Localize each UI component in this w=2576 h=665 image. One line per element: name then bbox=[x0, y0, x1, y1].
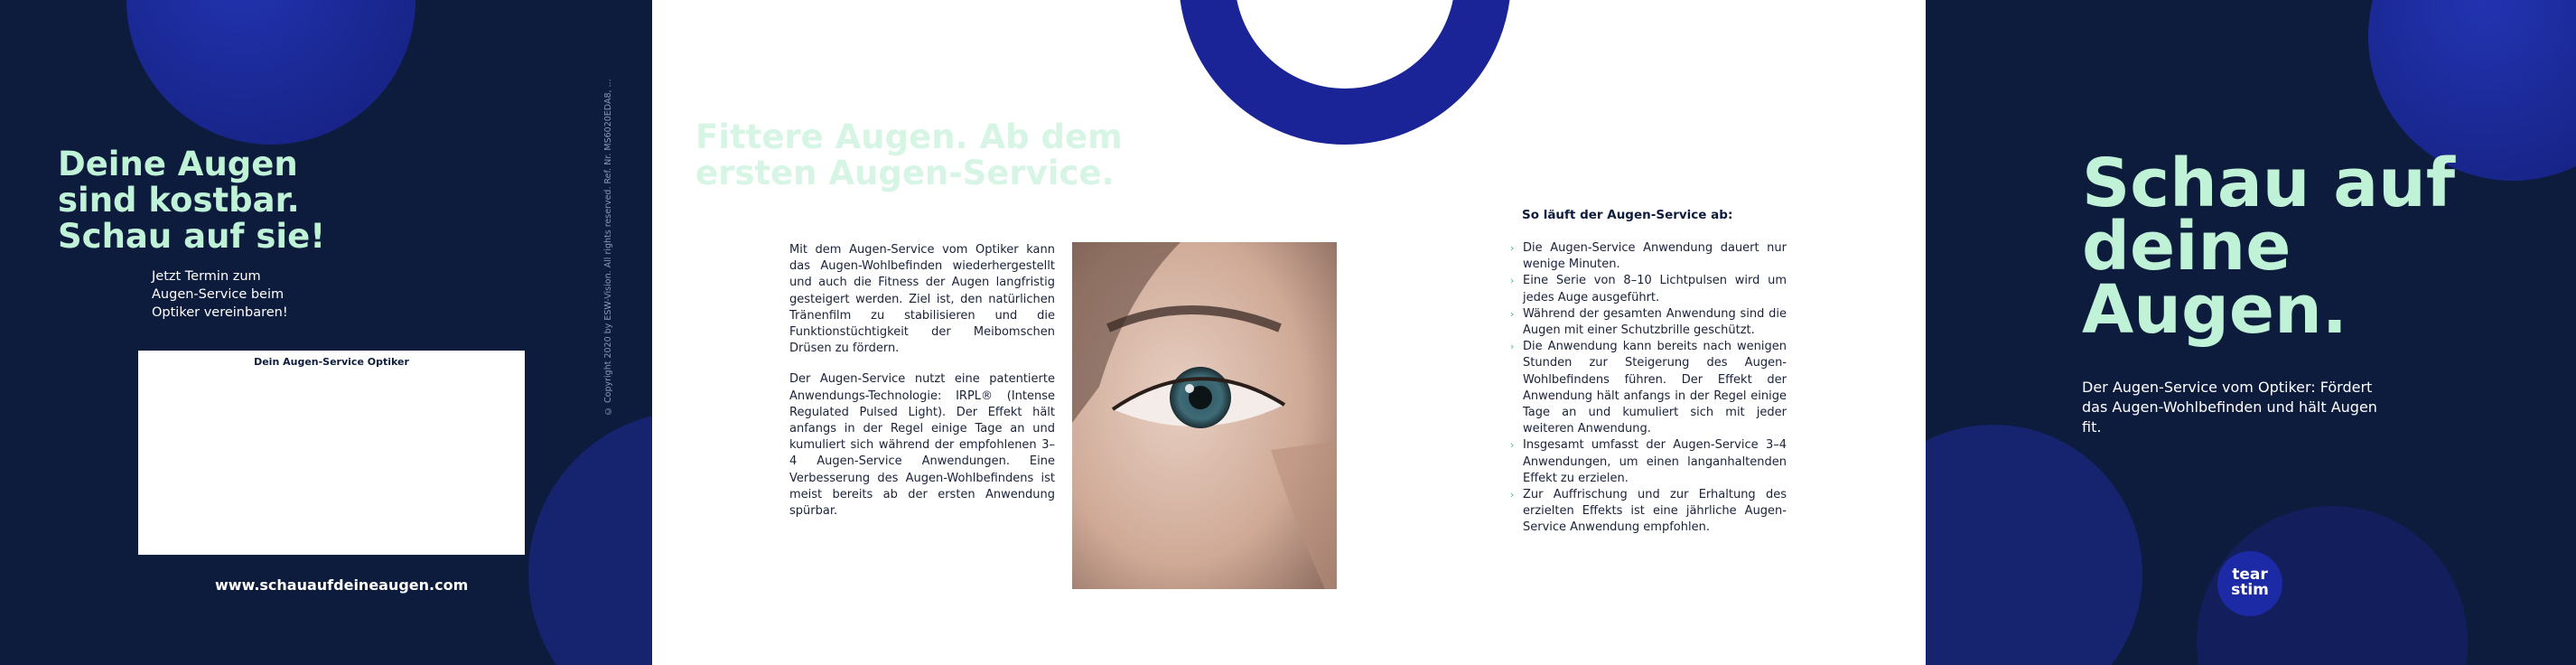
list-item bbox=[1510, 339, 1787, 437]
step-text: Die Augen-Service Anwendung dauert nur wenige Minuten. bbox=[1523, 241, 1787, 272]
logo-line-1: tear bbox=[2232, 566, 2268, 584]
intro-paragraph-2: Der Augen-Service nutzt eine patentierte Anwendungs-Technologie: IRPL® (Intense Regulated Pulsed Light). Der Effekt hält anfangs in der Regel einige Tage an und kumuliert sich während der empfohlenen 3–4 Augen-Service Anwendungen. Eine Verbesserung des Augen-Wohlbefindens ist meist bereits ab der ersten Anwendung spürbar. bbox=[789, 372, 1055, 519]
steps-title: So läuft der Augen-Service ab: bbox=[1522, 208, 1733, 222]
list-item bbox=[1510, 240, 1787, 273]
list-item bbox=[1510, 273, 1787, 305]
right-headline: Schau auf deine Augen. bbox=[2082, 145, 2456, 349]
intro-paragraph-1: Mit dem Augen-Service vom Optiker kann das Augen-Wohlbefinden wiederhergestellt und auch die Fitness der Augen langfristig gesteigert werden. Ziel ist, den natürlichen Tränenfilm zu stabilisieren und die Funktionstüchtigkeit der Meibomschen Drüsen zu fördern. bbox=[789, 243, 1055, 356]
intro-text-column bbox=[789, 242, 1055, 534]
middle-headline: Fittere Augen. Ab dem ersten Augen-Service. bbox=[695, 117, 1123, 192]
bullet-icon: › bbox=[1510, 275, 1515, 287]
left-subtext: Jetzt Termin zum Augen-Service beim Optiker vereinbaren! bbox=[152, 269, 288, 320]
list-item bbox=[1510, 306, 1787, 339]
decorative-circle-bottom bbox=[528, 411, 652, 665]
list-item bbox=[1510, 437, 1787, 487]
list-item bbox=[1510, 487, 1787, 537]
left-headline: Deine Augen sind kostbar. Schau auf sie! bbox=[58, 145, 326, 256]
optician-stamp-box bbox=[138, 351, 525, 555]
bullet-icon: › bbox=[1510, 489, 1515, 501]
left-panel bbox=[0, 0, 652, 665]
bullet-icon: › bbox=[1510, 242, 1515, 254]
right-subtext: Der Augen-Service vom Optiker: Fördert das Augen-Wohlbefinden und hält Augen fit. bbox=[2082, 379, 2377, 436]
step-text: Zur Auffrischung und zur Erhaltung des erzielten Effekts ist eine jährliche Augen-Service Anwendung empfohlen. bbox=[1523, 488, 1787, 535]
decorative-circle-bottom-left bbox=[1926, 425, 2142, 665]
bullet-icon: › bbox=[1510, 341, 1515, 353]
logo-line-2: stim bbox=[2231, 581, 2269, 599]
step-text: Während der gesamten Anwendung sind die Augen mit einer Schutzbrille geschützt. bbox=[1523, 306, 1787, 338]
eye-photo-illustration bbox=[1072, 242, 1337, 589]
bullet-icon: › bbox=[1510, 307, 1515, 320]
step-text: Die Anwendung kann bereits nach wenigen Stunden zur Steigerung des Augen-Wohlbefindens führen. Der Effekt der Anwendung hält anfangs in der Regel einige Tage an und kumuliert sich mit jeder weiteren Anwendung. bbox=[1523, 340, 1787, 436]
steps-list bbox=[1510, 240, 1787, 537]
bullet-icon: › bbox=[1510, 439, 1515, 452]
optician-box-label: Dein Augen-Service Optiker bbox=[254, 356, 409, 368]
website-url[interactable]: www.schauaufdeineaugen.com bbox=[215, 576, 469, 594]
decorative-circle-top bbox=[126, 0, 415, 145]
step-text: Insgesamt umfasst der Augen-Service 3–4 Anwendungen, um einen langanhaltenden Effekt zu erzielen. bbox=[1523, 438, 1787, 485]
copyright-text: © Copyright 2020 by ESW-Vision. All rights reserved. Ref. Nr. MS6020EDA8, ... bbox=[603, 79, 613, 416]
tearstim-logo bbox=[2217, 551, 2282, 616]
decorative-ring-top bbox=[1179, 0, 1511, 145]
step-text: Eine Serie von 8–10 Lichtpulsen wird um jedes Auge ausgeführt. bbox=[1523, 274, 1787, 304]
eye-closeup-photo bbox=[1072, 242, 1337, 589]
